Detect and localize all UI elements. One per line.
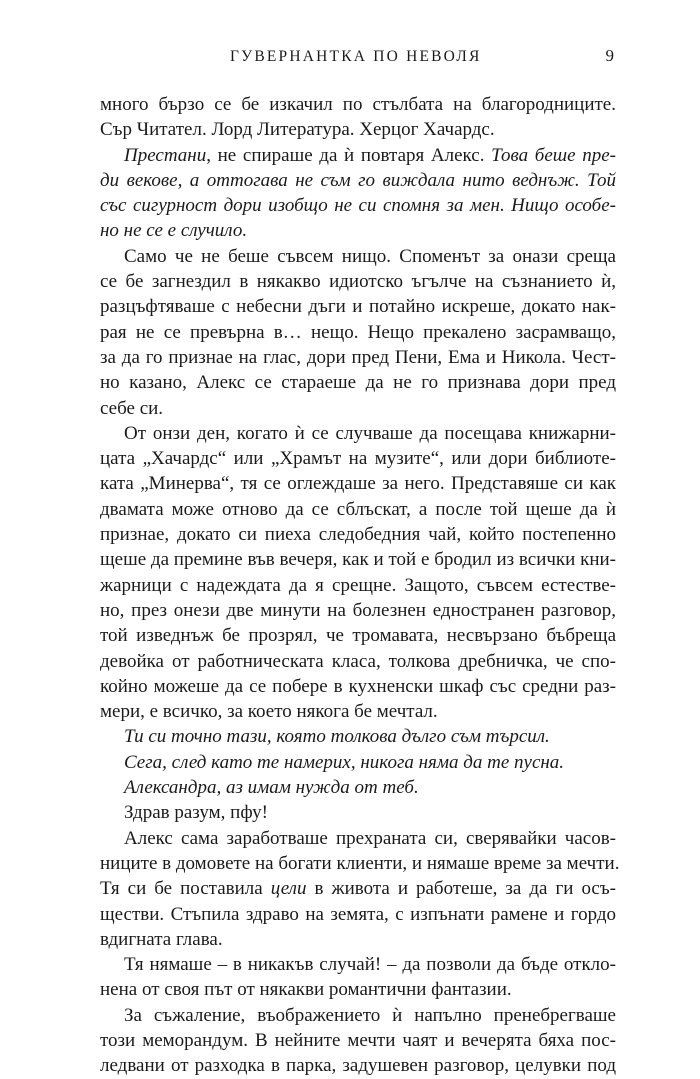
text-segment: този меморандум. В нейните мечти чаят и вечерята бяха пос- <box>100 1029 616 1051</box>
text-line <box>100 168 616 193</box>
italic-text: цели <box>270 878 307 900</box>
text-line <box>100 370 616 395</box>
text-line <box>100 699 616 724</box>
text-line <box>100 497 616 522</box>
text-segment: койно можеше да се побере в кухненски шкаф със средни раз- <box>100 675 616 697</box>
italic-text: но не се е случило. <box>100 220 248 242</box>
text-line <box>100 851 620 876</box>
text-line <box>100 1003 616 1028</box>
text-segment: девойка от работническата класа, толкова дребничка, че спо- <box>100 650 616 672</box>
text-segment: но казано, Алекс се стараеше да не го признава дори пред <box>100 372 616 394</box>
page-number: 9 <box>605 46 614 65</box>
text-line <box>100 674 616 699</box>
text-line <box>100 1028 616 1053</box>
italic-text: Това беше пре- <box>491 144 616 166</box>
text-segment: мери, е всичко, за което някога бе мечтал. <box>100 701 438 723</box>
text-segment: жарници с надеждата да я срещне. Защото, съвсем естестве- <box>100 574 616 596</box>
italic-text: Престани <box>124 144 207 166</box>
text-line <box>100 724 616 749</box>
text-segment: цата „Хачардс“ или „Храмът на музите“, или дори библиоте- <box>100 448 616 470</box>
text-segment: нена от своя път от някакви романтични фантазии. <box>100 979 512 1001</box>
text-line <box>100 269 616 294</box>
text-segment: Тя си бе поставила <box>100 878 271 900</box>
text-line <box>100 826 616 851</box>
text-line <box>100 927 616 952</box>
running-title: ГУВЕРНАНТКА ПО НЕВОЛЯ <box>230 48 482 65</box>
text-segment: се бе загнездил в някакво идиотско ъгълче на съзнанието ѝ, <box>100 271 616 293</box>
text-segment: Тя нямаше – в никакъв случай! – да позволи да бъде откло- <box>124 954 616 976</box>
text-line <box>100 547 616 572</box>
text-segment: рая не се превърна в… нещо. Нещо прекалено засрамващо, <box>100 321 616 343</box>
text-segment: вдигната глава. <box>100 928 223 950</box>
text-segment: много бързо се бе изкачил по стълбата на благородниците. <box>100 94 616 115</box>
text-segment: но, през онези две минути на болезнен едностранен разговор, <box>100 599 616 621</box>
italic-text: Сега, след като те намерих, никога няма да те пусна. <box>124 751 565 773</box>
text-line <box>100 396 616 421</box>
text-segment: ката „Минерва“, тя се оглеждаше за него. Представяше си как <box>100 473 616 495</box>
text-line <box>100 623 616 648</box>
text-line <box>100 320 616 345</box>
italic-text: Александра, аз имам нужда от теб. <box>124 777 419 799</box>
text-line <box>100 649 616 674</box>
text-line <box>100 117 616 142</box>
text-segment: , не спираше да ѝ повтаря Алекс. <box>206 144 492 166</box>
text-segment: Здрав разум, пфу! <box>124 802 269 824</box>
text-segment: Сър Читател. Лорд Литература. Херцог Хачардс. <box>100 119 495 141</box>
text-segment: щеше да премине във вечеря, как и той е бродил из всички кни- <box>100 549 616 571</box>
italic-text: ди векове, а оттогава не съм го виждала нито веднъж. Той <box>100 169 616 191</box>
text-line <box>100 143 616 168</box>
text-segment: Само че не беше съвсем нищо. Споменът за онази среща <box>124 245 616 267</box>
text-segment: ниците в домовете на богати клиенти, и нямаше време за мечти. <box>100 852 620 874</box>
text-line <box>100 977 616 1002</box>
text-line <box>100 952 616 977</box>
text-line <box>100 193 616 218</box>
text-segment: признае, докато си пиеха следобедния чай, който постепенно <box>100 524 616 546</box>
body-text <box>100 92 620 1079</box>
text-segment: За съжаление, въображението ѝ напълно пренебрегваше <box>124 1004 616 1026</box>
text-line <box>100 471 616 496</box>
text-segment: разцъфтяваше с небесни дъги и потайно искреше, докато нак- <box>100 296 616 318</box>
text-segment: двамата може отново да се сблъскат, а после той щеше да ѝ <box>100 498 616 520</box>
text-segment: ледвани от разходка в парка, задушевен разговор, целувки под <box>100 1055 616 1077</box>
text-line <box>100 598 616 623</box>
text-line <box>100 573 616 598</box>
text-segment: за да го признае на глас, дори пред Пени, Ема и Никола. Чест- <box>100 346 616 368</box>
text-line <box>100 522 616 547</box>
text-line <box>100 345 616 370</box>
text-segment: в живота и работеше, за да ги осъ- <box>306 878 617 900</box>
text-line <box>100 421 616 446</box>
text-line <box>100 800 616 825</box>
text-segment: себе си. <box>100 397 164 419</box>
text-line <box>100 218 616 243</box>
text-line <box>100 1053 616 1078</box>
italic-text: Ти си точно тази, която толкова дълго съм търсил. <box>124 726 550 748</box>
text-line <box>100 750 616 775</box>
text-line <box>100 775 616 800</box>
text-line <box>100 294 616 319</box>
text-segment: Алекс сама заработваше прехраната си, сверявайки часов- <box>124 827 616 849</box>
text-line <box>100 92 616 117</box>
text-segment: ществи. Стъпила здраво на земята, с изпънати рамене и гордо <box>100 903 616 925</box>
text-line <box>100 244 616 269</box>
text-segment: той изведнъж бе прозрял, че тромавата, несвързано бъбреща <box>100 625 616 647</box>
text-line <box>100 876 616 901</box>
text-line <box>100 902 616 927</box>
text-segment: От онзи ден, когато ѝ се случваше да посещава книжарни- <box>124 422 616 444</box>
italic-text: със сигурност дори изобщо не си спомня за мен. Нищо особе- <box>100 195 616 217</box>
text-line <box>100 446 616 471</box>
